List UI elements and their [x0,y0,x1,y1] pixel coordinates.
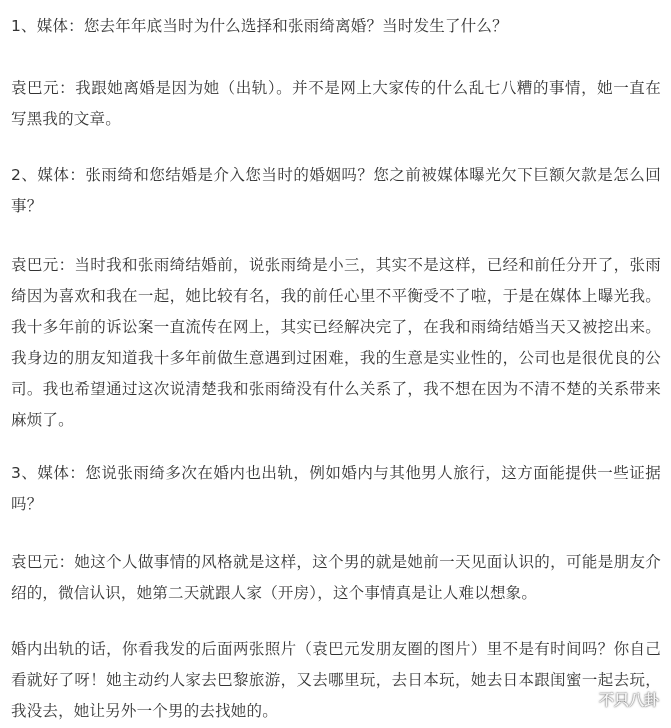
question-3: 3、媒体：您说张雨绮多次在婚内也出轨，例如婚内与其他男人旅行，这方面能提供一些证据吗？ [11,464,661,513]
answer-1: 袁巴元：我跟她离婚是因为她（出轨）。并不是网上大家传的什么乱七八糟的事情，她一直在写黑我的文章。 [11,79,661,128]
answer-2: 袁巴元：当时我和张雨绮结婚前，说张雨绮是小三，其实不是这样，已经和前任分开了，张雨绮因为喜欢和我在一起，她比较有名，我的前任心里不平衡受不了啦，于是在媒体上曝光我。我十多年前的诉讼案一直流传在网上，其实已经解决完了，在我和雨绮结婚当天又被挖出来。我身边的朋友知道我十多年前做生意遇到过困难，我的生意是实业性的，公司也是很优良的公司。我也希望通过这次说清楚我和张雨绮没有什么关系了，我不想在因为不清不楚的关系带来麻烦了。 [11,256,661,429]
wechat-channel-icon [575,691,595,709]
question-1: 1、媒体：您去年年底当时为什么选择和张雨绮离婚？当时发生了什么？ [11,17,508,35]
answer-3: 袁巴元：她这个人做事情的风格就是这样，这个男的就是她前一天见面认识的，可能是朋友介绍的，微信认识，她第二天就跟人家（开房），这个事情真是让人难以想象。 [11,553,661,602]
question-2: 2、媒体：张雨绮和您结婚是介入您当时的婚姻吗？您之前被媒体曝光欠下巨额欠款是怎么回事？ [11,166,661,215]
answer-3-continued: 婚内出轨的话，你看我发的后面两张照片（袁巴元发朋友圈的图片）里不是有时间吗？你自己看就好了呀！她主动约人家去巴黎旅游，又去哪里玩，去日本玩，她去日本跟闺蜜一起去玩，我没去，她让另外一个男的去找她的。 [11,640,661,720]
watermark [575,689,659,710]
watermark-text: 不只八卦 [598,691,659,709]
